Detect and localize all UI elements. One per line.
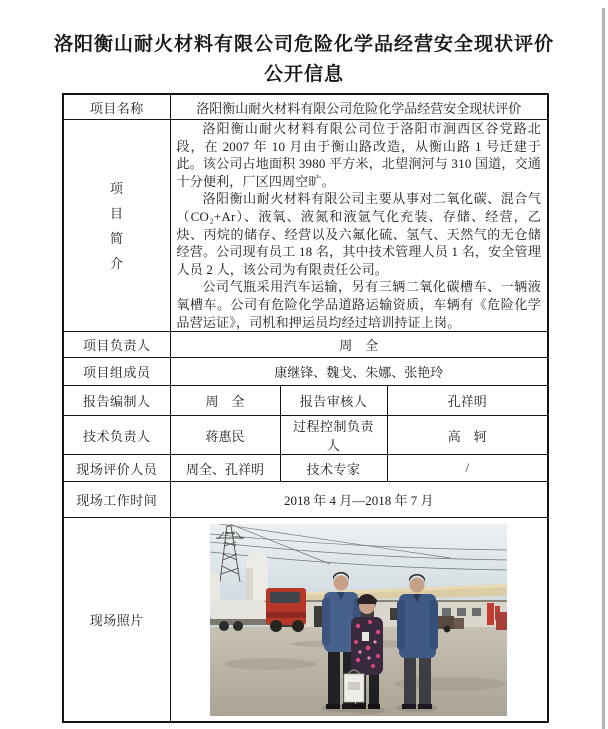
site-photo-cell [170,518,548,723]
table-row [63,120,548,332]
document-title-line2: 公开信息 [263,64,344,85]
tech-expert-label: 技术专家 [280,455,387,482]
project-leader-label: 项目负责人 [63,332,170,358]
vertical-label [70,120,164,331]
project-name-label: 项目名称 [63,94,170,120]
report-reviewer-value: 孔祥明 [387,386,548,416]
intro-label-char: 项 [109,180,124,196]
intro-paragraph-3: 公司气瓶采用汽车运输，另有三辆二氧化碳槽车、一辆液氧槽车。公司有危险化学品道路运输资质，车辆有《危险化学品营运证》，司机和押运员均经过培训持证上岗。 [176,279,542,330]
table-row [63,518,548,723]
site-photo [210,524,507,716]
intro-label-char: 介 [109,255,124,271]
project-members-label: 项目组成员 [63,358,170,386]
field-evaluators-label: 现场评价人员 [63,455,170,482]
report-writer-value: 周 全 [170,386,280,416]
document-title-line1: 洛阳衡山耐火材料有限公司危险化学品经营安全现状评价 [53,34,554,55]
site-photo-container [177,518,542,721]
work-time-label: 现场工作时间 [63,482,170,518]
tech-lead-value: 蒋惠民 [170,416,280,455]
id-badge [362,632,369,641]
report-writer-label: 报告编制人 [63,386,170,416]
table-row [63,332,548,358]
field-evaluators-value: 周全、孔祥明 [170,455,280,482]
page-edge-shadow [602,8,605,729]
tech-expert-value: / [387,455,548,482]
info-table [62,93,549,723]
project-members-value: 康继锋、魏戈、朱娜、张艳玲 [170,358,548,386]
intro-paragraph-2: 洛阳衡山耐火材料有限公司主要从事对二氧化碳、混合气（CO₂+Ar）、液氧、液氮和液氩气化充装、存储、经营，乙炔、丙烷的储存、经营以及六氟化硫、氢气、天然气的无仓储经营。公司现有员工 18 名，其中技术管理人员 1 名，安全管理人员 2 人，该公司为有限责任公司。 [176,191,542,277]
project-name-value: 洛阳衡山耐火材料有限公司危险化学品经营安全现状评价 [170,94,548,120]
tech-lead-label: 技术负责人 [63,416,170,455]
intro-label-char: 简 [109,230,124,246]
table-row [63,386,548,416]
report-reviewer-label: 报告审核人 [280,386,387,416]
intro-paragraph-1: 洛阳衡山耐火材料有限公司位于洛阳市涧西区谷党路北段，在 2007 年 10 月由于衡山路改造，从衡山路 1 号迁建于此。该公司占地面积 3980 平方米，北望涧河与 310 国道，交通十分便利，厂区四周空旷。 [176,121,542,189]
table-row [63,358,548,386]
work-time-value: 2018 年 4 月—2018 年 7 月 [170,482,548,518]
table-row [63,416,548,455]
project-leader-value: 周 全 [170,332,548,358]
table-row [63,455,548,482]
project-intro-value [170,120,548,332]
site-photo-label: 现场照片 [63,518,170,723]
building-banner [487,603,494,625]
shopping-bag [344,670,364,702]
building-windows [442,608,481,616]
project-intro-label [63,120,170,332]
table-row [63,482,548,518]
table-row [63,94,548,120]
document-title [0,30,608,90]
process-control-value: 高 轲 [387,416,548,455]
process-control-label: 过程控制负责人 [280,416,387,455]
intro-label-char: 目 [109,205,124,221]
